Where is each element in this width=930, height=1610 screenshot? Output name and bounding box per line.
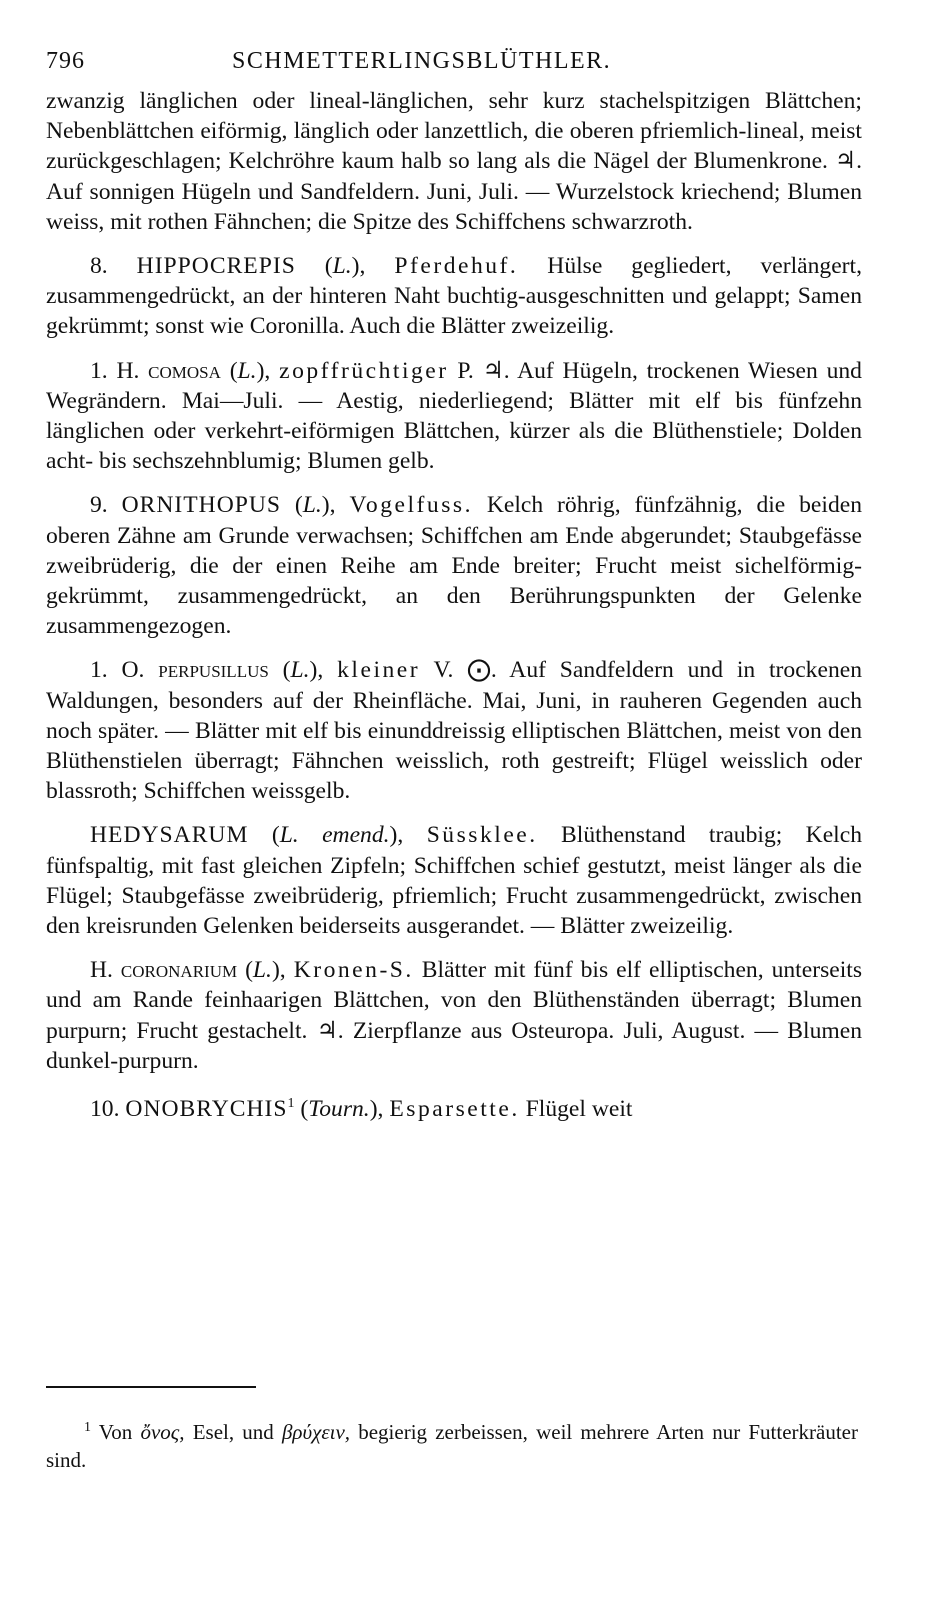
description: Flügel weit [525, 1096, 633, 1123]
genus-entry-hippocrepis [46, 251, 862, 342]
common-name: zopffrüchtiger [279, 357, 449, 384]
author: L. [332, 253, 352, 280]
author-open: ( [245, 957, 253, 984]
common-name: Vogelfuss. [349, 492, 473, 519]
species-name: coronarium [120, 957, 238, 984]
description: Blüthenstand traubig; Kelch fünfspaltig, mit fast gleichen Zipfeln; Schiffchen schief gestutzt, meist länger als die Flügel; Staubgefässe zweibrüderig, pfriemlich; Frucht zusammengedrückt, zwischen den kreisrunden Gelenken beiderseits ausgerandet. — Blätter zweizeilig. [46, 822, 863, 940]
common-name: Esparsette. [389, 1096, 520, 1123]
author: L. emend. [279, 822, 390, 849]
description: Hülse gegliedert, verlängert, zusammengedrückt, an der hinteren Naht buchtig-ausgeschnitten und gelappt; Samen gekrümmt; sonst wie Coronilla. Auch die Blätter zweizeilig. [46, 253, 862, 340]
species-name: perpusillus [158, 657, 269, 684]
genus-entry-ornithopus [46, 490, 862, 641]
author-open: ( [300, 1096, 309, 1123]
genus-name: HIPPOCREPIS [136, 253, 296, 280]
entry-number: 8. [90, 253, 108, 280]
species-entry-comosa [46, 356, 862, 477]
description: Blätter mit fünf bis elf elliptischen, unterseits und am Rande feinhaarigen Blättchen, von den Blüthenständen überragt; Blumen purpurn; Frucht gestachelt. ♃. Zierpflanze aus Osteuropa. Juli, August. — Blumen dunkel-purpurn. [46, 957, 863, 1074]
paragraph-continuation [46, 86, 862, 237]
page-number: 796 [46, 48, 85, 74]
author-close: ), [351, 253, 366, 280]
author: Tourn. [308, 1096, 370, 1123]
entry-number: 10. [90, 1096, 120, 1123]
author: L. [252, 957, 272, 984]
description: ⨀. Auf Sandfeldern und in trockenen Waldungen, besonders auf der Rheinfläche. Mai, Juni, in rauheren Gegenden auch noch später. — Blätter mit elf bis einunddreissig elliptischen Blättchen, meist von den Blüthenstielen überragt; Fähnchen weisslich, roth gestreift; Flügel weisslich oder blassroth; Schiffchen weissgelb. [46, 657, 863, 805]
footnote-greek-2: βρύχειν, [281, 1420, 351, 1444]
entry-number: 9. [90, 492, 108, 519]
author-close: ), [271, 957, 286, 984]
footnote-text-1: Von [98, 1420, 133, 1444]
entry-number: 1. O. [90, 657, 145, 684]
genus-name: ONOBRYCHIS [125, 1096, 288, 1123]
author: L. [302, 492, 322, 519]
common-name: Süssklee. [426, 822, 538, 849]
author-close: ), [309, 657, 324, 684]
genus-entry-onobrychis [46, 1094, 862, 1124]
footnote-text-3: begierig zerbeissen, weil mehrere Arten nur Futterkräuter sind. [46, 1420, 858, 1472]
description: ♃. Auf Hügeln, trockenen Wiesen und Wegrändern. Mai—Juli. — Aestig, niederliegend; Blätter mit elf bis fünfzehn länglichen oder verkehrt-eiförmigen Blättchen, kürzer als die Blüthenstiele; Dolden acht- bis sechszehnblumig; Blumen gelb. [46, 357, 862, 475]
page-header [46, 40, 862, 86]
footnote [46, 1418, 858, 1474]
author-close: ), [369, 1096, 384, 1123]
author-open: ( [294, 492, 303, 519]
author-close: ), [321, 492, 336, 519]
author-close: ), [389, 822, 404, 849]
page [46, 40, 862, 1138]
genus-name: HEDYSARUM [90, 822, 249, 849]
running-title: SCHMETTERLINGSBLÜTHLER. [232, 48, 612, 74]
paragraph-text: zwanzig länglichen oder lineal-länglichen, sehr kurz stachelspitzigen Blättchen; Nebenblättchen eiförmig, länglich oder lanzettlich, die oberen pfriemlich-lineal, meist zurückgeschlagen; Kelchröhre kaum halb so lang als die Nägel der Blumenkrone. ♃. Auf sonnigen Hügeln und Sandfeldern. Juni, Juli. — Wurzelstock kriechend; Blumen weiss, mit rothen Fähnchen; die Spitze des Schiffchens schwarzroth. [46, 88, 862, 235]
species-entry-coronarium [46, 955, 862, 1076]
author-open: ( [229, 357, 238, 384]
author-open: ( [271, 822, 280, 849]
common-name: Pferdehuf. [394, 253, 519, 280]
entry-number: H. [90, 957, 113, 984]
genus-name: ORNITHOPUS [121, 492, 282, 519]
author: L. [290, 657, 310, 684]
footnote-text-2: Esel, und [192, 1420, 274, 1444]
species-name: comosa [148, 357, 221, 384]
genus-entry-hedysarum [46, 820, 862, 941]
common-name-abbr: P. [457, 357, 474, 384]
footnote-marker: 1 [84, 1420, 91, 1435]
author-open: ( [324, 253, 333, 280]
species-entry-perpusillus [46, 655, 862, 806]
author: L. [237, 357, 257, 384]
author-close: ), [256, 357, 271, 384]
footnote-reference: 1 [287, 1096, 295, 1112]
page-body [46, 86, 862, 1124]
common-name-abbr: V. [433, 657, 454, 684]
common-name: kleiner [337, 657, 421, 684]
entry-number: 1. H. [90, 357, 140, 384]
footnote-greek-1: ὄνος, [140, 1420, 185, 1444]
description: Kelch röhrig, fünfzähnig, die beiden oberen Zähne am Grunde verwachsen; Schiffchen am Ende abgerundet; Staubgefässe zweibrüderig, die der einen Reihe am Ende breiter; Frucht meist sichelförmig-gekrümmt, zusammengedrückt, an den Berührungspunkten der Gelenke zusammengezogen. [46, 492, 863, 640]
common-name: Kronen-S. [293, 957, 414, 984]
footnote-divider [46, 1386, 256, 1388]
author-open: ( [282, 657, 291, 684]
